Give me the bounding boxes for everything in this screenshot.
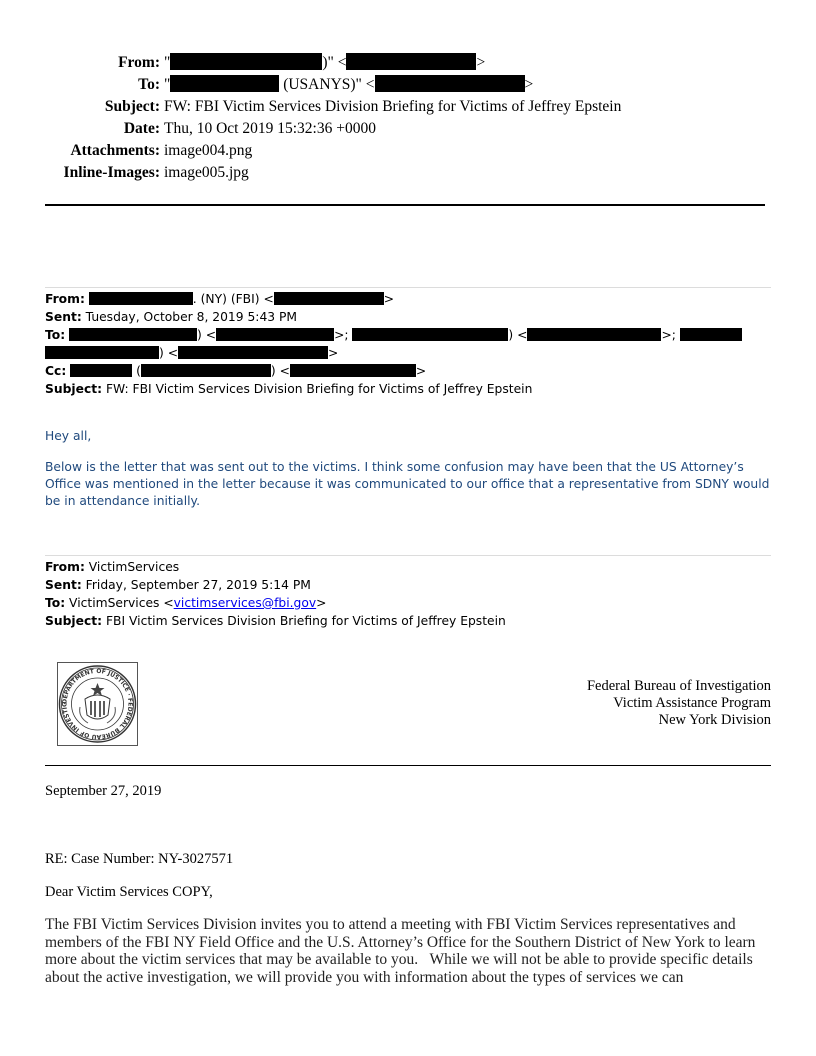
org-line-3: New York Division <box>658 712 771 728</box>
email1-cc: Cc: ( ) < > <box>45 364 427 378</box>
email2-to-name: VictimServices <box>69 596 160 610</box>
email1-subject-value: FW: FBI Victim Services Division Briefing for Victims of Jeffrey Epstein <box>105 382 533 396</box>
redaction <box>352 328 508 341</box>
email1-from-suffix: . (NY) (FBI) < <box>192 292 274 306</box>
to-label: To: <box>45 596 66 610</box>
email1-to: To: ) < >; ) < >; <box>45 326 771 344</box>
redaction <box>527 328 661 341</box>
email2-sent-value: Friday, September 27, 2019 5:14 PM <box>85 578 311 592</box>
email2-subject <box>45 612 771 630</box>
forwarded-email-1 <box>45 290 771 398</box>
org-line-2: Victim Assistance Program <box>613 695 771 711</box>
sent-label: Sent: <box>45 310 82 324</box>
email-divider <box>45 287 771 288</box>
redaction <box>69 328 197 341</box>
forwarded-email-2 <box>45 558 771 630</box>
header-inline-label: Inline-Images: <box>63 164 160 181</box>
from-label: From: <box>45 292 85 306</box>
redaction <box>141 364 271 377</box>
redaction <box>89 292 193 305</box>
header-subject-label: Subject: <box>104 98 160 115</box>
email2-subject-value: FBI Victim Services Division Briefing for Victims of Jeffrey Epstein <box>105 614 506 628</box>
seal-lettering: DEPARTMENT OF JUSTICE · FEDERAL BUREAU OF INVESTIG <box>61 667 134 741</box>
header-date-row <box>0 118 816 140</box>
header-divider <box>45 204 765 206</box>
subject-label: Subject: <box>45 614 103 628</box>
inline-image-link[interactable]: image005.jpg <box>164 164 249 181</box>
header-inline-row <box>0 162 816 184</box>
header-from-value: " )" < > <box>164 54 486 71</box>
sent-label: Sent: <box>45 578 82 592</box>
header-subject-row <box>0 96 816 118</box>
seal-icon <box>58 663 137 745</box>
letter-date: September 27, 2019 <box>45 783 162 799</box>
header-to-value: " (USANYS)" < > <box>164 76 534 93</box>
email1-subject <box>45 380 771 398</box>
header-to-label: To: <box>138 76 160 93</box>
letter-body: The FBI Victim Services Division invites you to attend a meeting with FBI Victim Services representatives and members of the FBI NY Field Office and the U.S. Attorney’s Office for the Southern District of New York to learn more about the victim services that may be available to you. While we will not be able to provide specific details about the active investigation, we will provide you with information about the types of services we can <box>45 916 760 986</box>
email1-sent-value: Tuesday, October 8, 2019 5:43 PM <box>85 310 298 324</box>
header-to-org: (USANYS) <box>283 76 356 93</box>
redaction <box>680 328 742 341</box>
header-attachments-row <box>0 140 816 162</box>
email2-to: To: VictimServices <victimservices@fbi.gov> <box>45 596 327 610</box>
email1-sent <box>45 308 771 326</box>
email-link[interactable]: victimservices@fbi.gov <box>173 596 317 610</box>
redaction <box>45 346 159 359</box>
from-label: From: <box>45 560 85 574</box>
doj-seal-image <box>57 662 138 746</box>
header-date-label: Date: <box>123 120 160 137</box>
email1-to-cont: ) < > <box>45 344 771 362</box>
redaction <box>274 292 384 305</box>
email2-from-value: VictimServices <box>88 560 180 574</box>
header-subject-value: FW: FBI Victim Services Division Briefing for Victims of Jeffrey Epstein <box>164 98 622 115</box>
redaction <box>346 53 476 70</box>
redaction <box>375 75 525 92</box>
redaction <box>170 75 279 92</box>
subject-label: Subject: <box>45 382 103 396</box>
letterhead-divider <box>45 765 771 766</box>
header-from-label: From: <box>118 54 160 71</box>
email1-body: Below is the letter that was sent out to the victims. I think some confusion may have been that the US Attorney’s Office was mentioned in the letter because it was communicated to our office that a representative from SDNY would be in attendance initially. <box>45 460 770 508</box>
letterhead-org <box>587 678 771 729</box>
email1-from: From: . (NY) (FBI) < > <box>45 292 395 306</box>
email2-sent <box>45 576 771 594</box>
redaction <box>216 328 334 341</box>
case-number: RE: Case Number: NY-3027571 <box>45 851 234 867</box>
email-divider <box>45 555 771 556</box>
header-date-value: Thu, 10 Oct 2019 15:32:36 +0000 <box>164 120 376 137</box>
redaction <box>170 53 322 70</box>
header-to-row <box>0 74 816 96</box>
letter-salutation: Dear Victim Services COPY, <box>45 884 213 900</box>
email1-greeting: Hey all, <box>45 429 92 443</box>
attachment-link[interactable]: image004.png <box>164 142 253 159</box>
redaction <box>290 364 416 377</box>
cc-label: Cc: <box>45 364 67 378</box>
header-from-row <box>0 52 816 74</box>
org-line-1: Federal Bureau of Investigation <box>586 678 771 694</box>
email2-from <box>45 558 771 576</box>
redaction <box>70 364 132 377</box>
header-attachments-label: Attachments: <box>70 142 160 159</box>
redaction <box>178 346 328 359</box>
to-label: To: <box>45 328 66 342</box>
message-header <box>0 52 816 184</box>
